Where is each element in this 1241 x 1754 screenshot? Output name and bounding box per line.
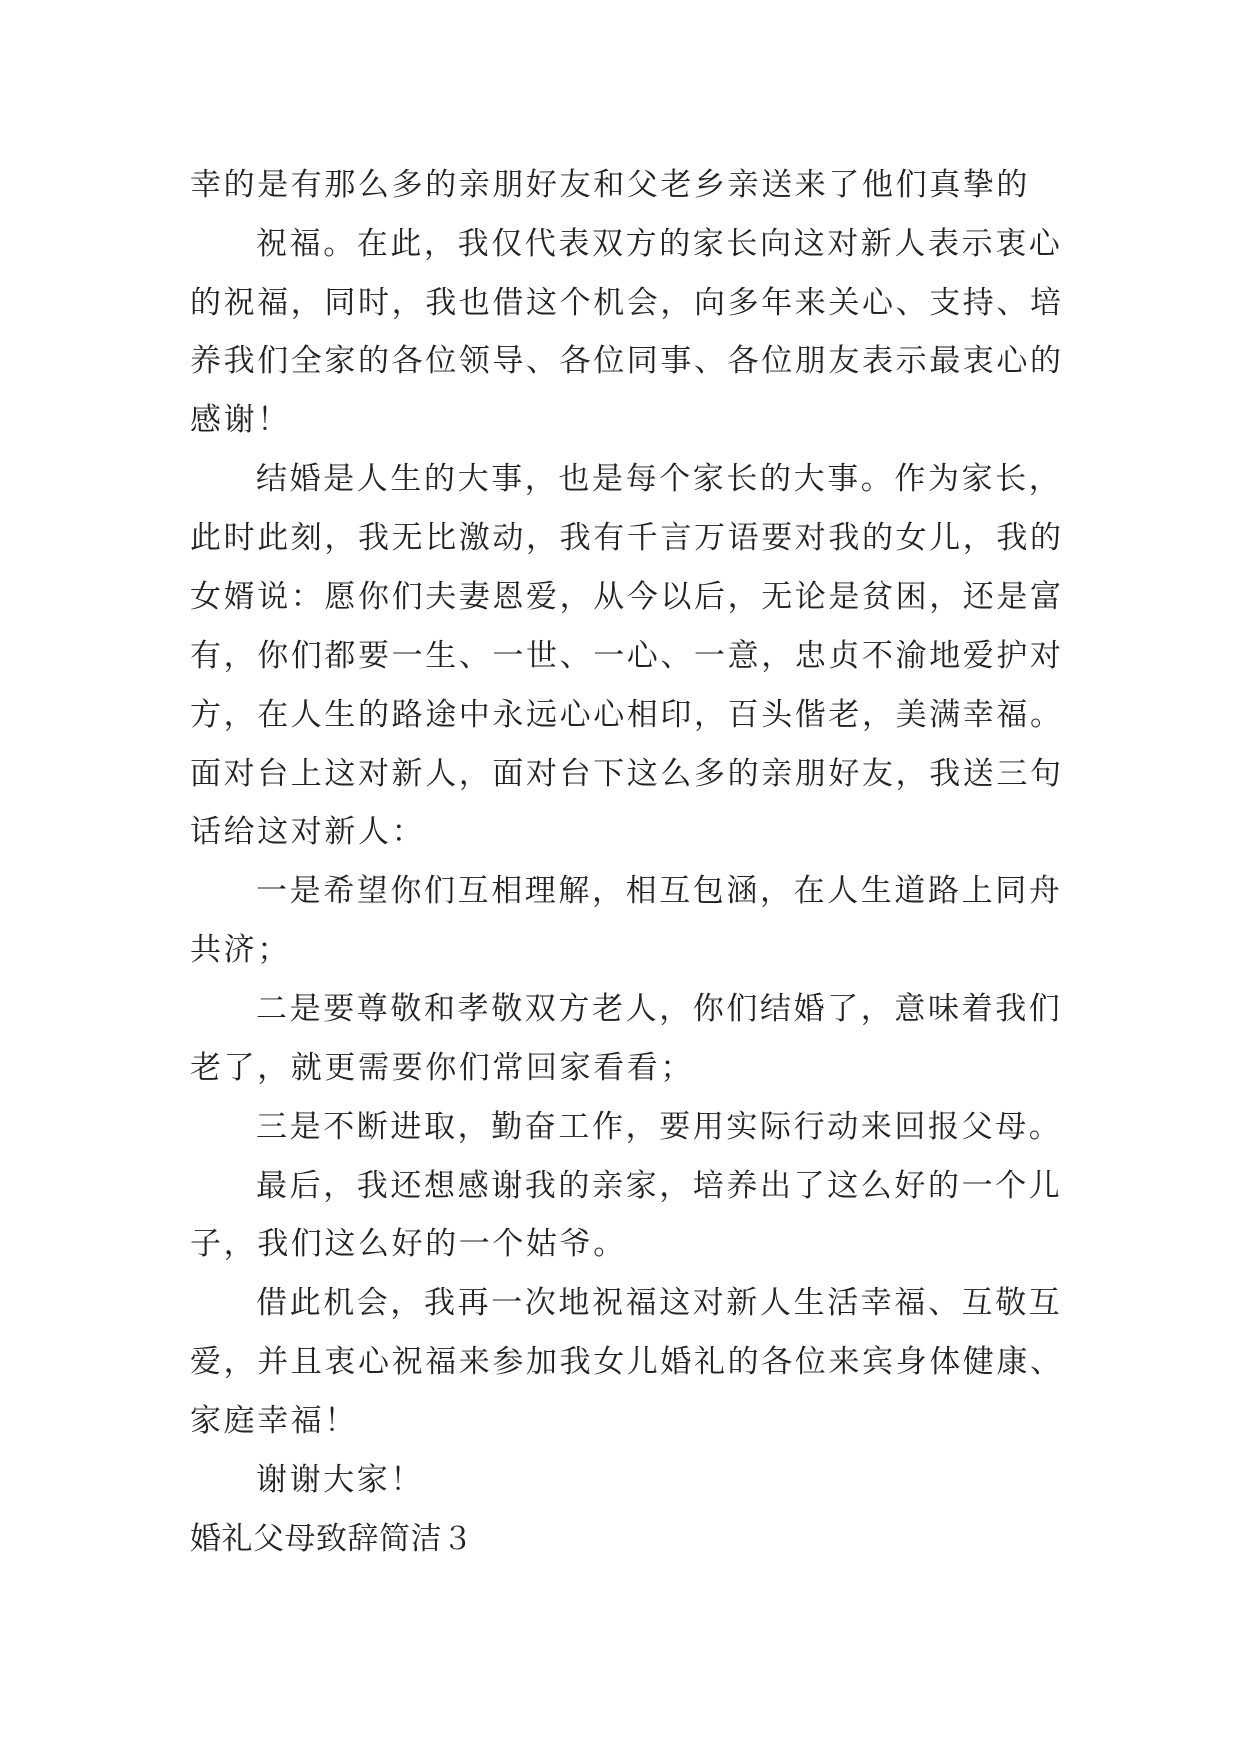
text-line: 共济；: [190, 932, 291, 968]
text-line: 有，你们都要一生、一世、一心、一意，忠贞不渝地爱护对: [190, 638, 1064, 674]
text-line: 方，在人生的路途中永远心心相印，百头偕老，美满幸福。: [190, 697, 1064, 733]
text-line: 谢谢大家！: [256, 1462, 424, 1498]
text-line: 祝福。在此，我仅代表双方的家长向这对新人表示衷心: [256, 226, 1063, 262]
text-line: 此时此刻，我无比激动，我有千言万语要对我的女儿，我的: [190, 520, 1064, 556]
text-line: 的祝福，同时，我也借这个机会，向多年来关心、支持、培: [190, 285, 1064, 321]
text-line: 最后，我还想感谢我的亲家，培养出了这么好的一个儿: [256, 1168, 1063, 1204]
text-line: 养我们全家的各位领导、各位同事、各位朋友表示最衷心的: [190, 343, 1064, 379]
text-line: 感谢！: [190, 402, 291, 438]
section-heading: 婚礼父母致辞简洁３: [190, 1521, 474, 1557]
text-line: 面对台上这对新人，面对台下这么多的亲朋好友，我送三句: [190, 756, 1064, 792]
text-line: 话给这对新人：: [190, 814, 426, 850]
text-line: 二是要尊敬和孝敬双方老人，你们结婚了，意味着我们: [256, 991, 1063, 1027]
text-line: 爱，并且衷心祝福来参加我女儿婚礼的各位来宾身体健康、: [190, 1344, 1064, 1380]
text-line: 结婚是人生的大事，也是每个家长的大事。作为家长，: [256, 461, 1063, 497]
text-line: 三是不断进取，勤奋工作，要用实际行动来回报父母。: [256, 1109, 1063, 1145]
text-line: 子，我们这么好的一个姑爷。: [190, 1226, 627, 1262]
text-line: 女婿说：愿你们夫妻恩爱，从今以后，无论是贫困，还是富: [190, 579, 1064, 615]
text-line: 借此机会，我再一次地祝福这对新人生活幸福、互敬互: [256, 1285, 1063, 1321]
text-line: 幸的是有那么多的亲朋好友和父老乡亲送来了他们真挚的: [190, 167, 1030, 203]
text-line: 老了，就更需要你们常回家看看；: [190, 1050, 694, 1086]
text-line: 一是希望你们互相理解，相互包涵，在人生道路上同舟: [256, 873, 1063, 909]
text-line: 家庭幸福！: [190, 1403, 358, 1439]
